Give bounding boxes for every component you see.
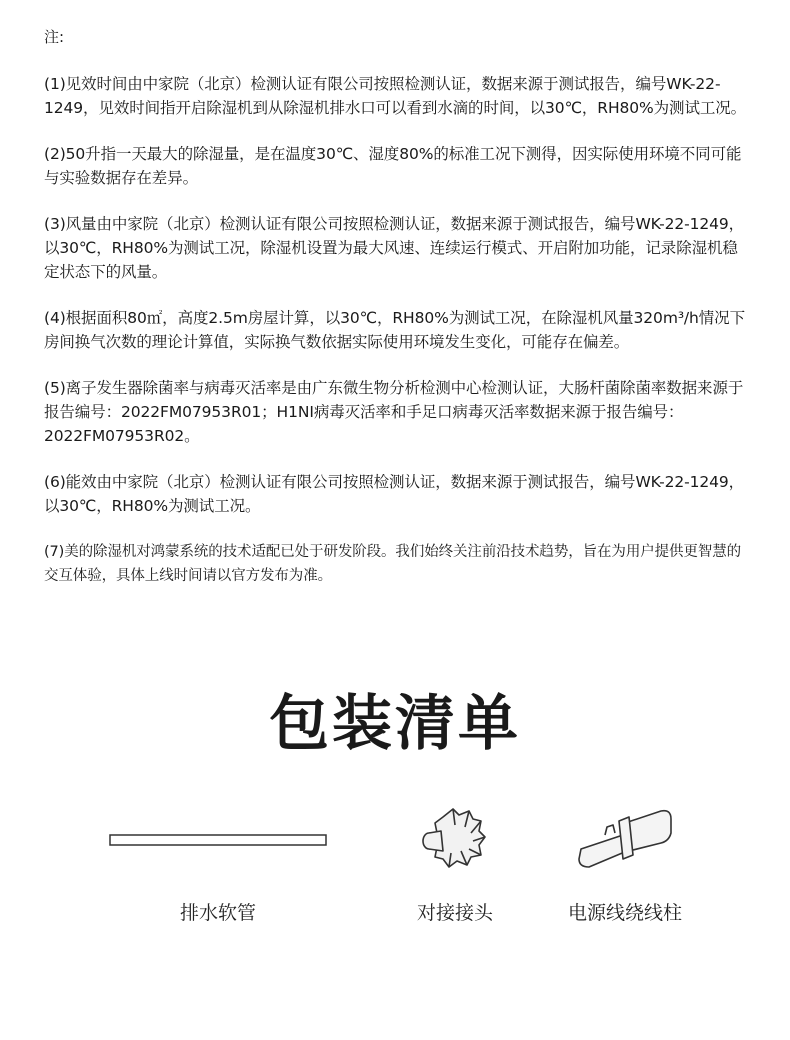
packing-item-label: 排水软管	[179, 902, 256, 924]
packing-item-drain-hose	[105, 800, 331, 925]
packing-item-connector	[395, 800, 515, 925]
notes-section	[44, 26, 750, 610]
connector-joint-icon	[415, 805, 495, 875]
packing-item-label: 电源线绕线柱	[567, 902, 682, 924]
note-3: (3)风量由中家院（北京）检测认证有限公司按照检测认证，数据来源于测试报告，编号WK-22-1249，以30℃，RH80%为测试工况，除湿机设置为最大风速、连续运行模式、开启附加功能，记录除湿机稳定状态下的风量。	[44, 215, 745, 281]
packing-item-label: 对接接头	[416, 902, 493, 924]
packing-list-title: 包装清单	[269, 689, 521, 759]
note-6: (6)能效由中家院（北京）检测认证有限公司按照检测认证，数据来源于测试报告，编号WK-22-1249，以30℃，RH80%为测试工况。	[44, 473, 745, 515]
note-1: (1)见效时间由中家院（北京）检测认证有限公司按照检测认证，数据来源于测试报告，编号WK-22-1249，见效时间指开启除湿机到从除湿机排水口可以看到水滴的时间，以30℃，RH80%为测试工况。	[44, 75, 747, 117]
drain-hose-icon	[108, 830, 328, 850]
note-2: (2)50升指一天最大的除湿量，是在温度30℃、湿度80%的标准工况下测得，因实际使用环境不同可能与实验数据存在差异。	[44, 145, 742, 187]
notes-label: 注:	[44, 28, 65, 46]
note-5: (5)离子发生器除菌率与病毒灭活率是由广东微生物分析检测中心检测认证，大肠杆菌除菌率数据来源于报告编号：2022FM07953R01；H1NI病毒灭活率和手足口病毒灭活率数据来源于报告编号：2022FM07953R02。	[44, 379, 744, 445]
note-7: (7)美的除湿机对鸿蒙系统的技术适配已处于研发阶段。我们始终关注前沿技术趋势，旨在为用户提供更智慧的交互体验，具体上线时间请以官方发布为准。	[44, 544, 742, 584]
packing-item-cord-post	[560, 800, 690, 925]
note-4: (4)根据面积80㎡，高度2.5m房屋计算，以30℃，RH80%为测试工况，在除湿机风量320m³/h情况下房间换气次数的理论计算值，实际换气数依据实际使用环境发生变化，可能存在偏差。	[44, 309, 745, 351]
cord-winding-post-icon	[575, 805, 675, 875]
